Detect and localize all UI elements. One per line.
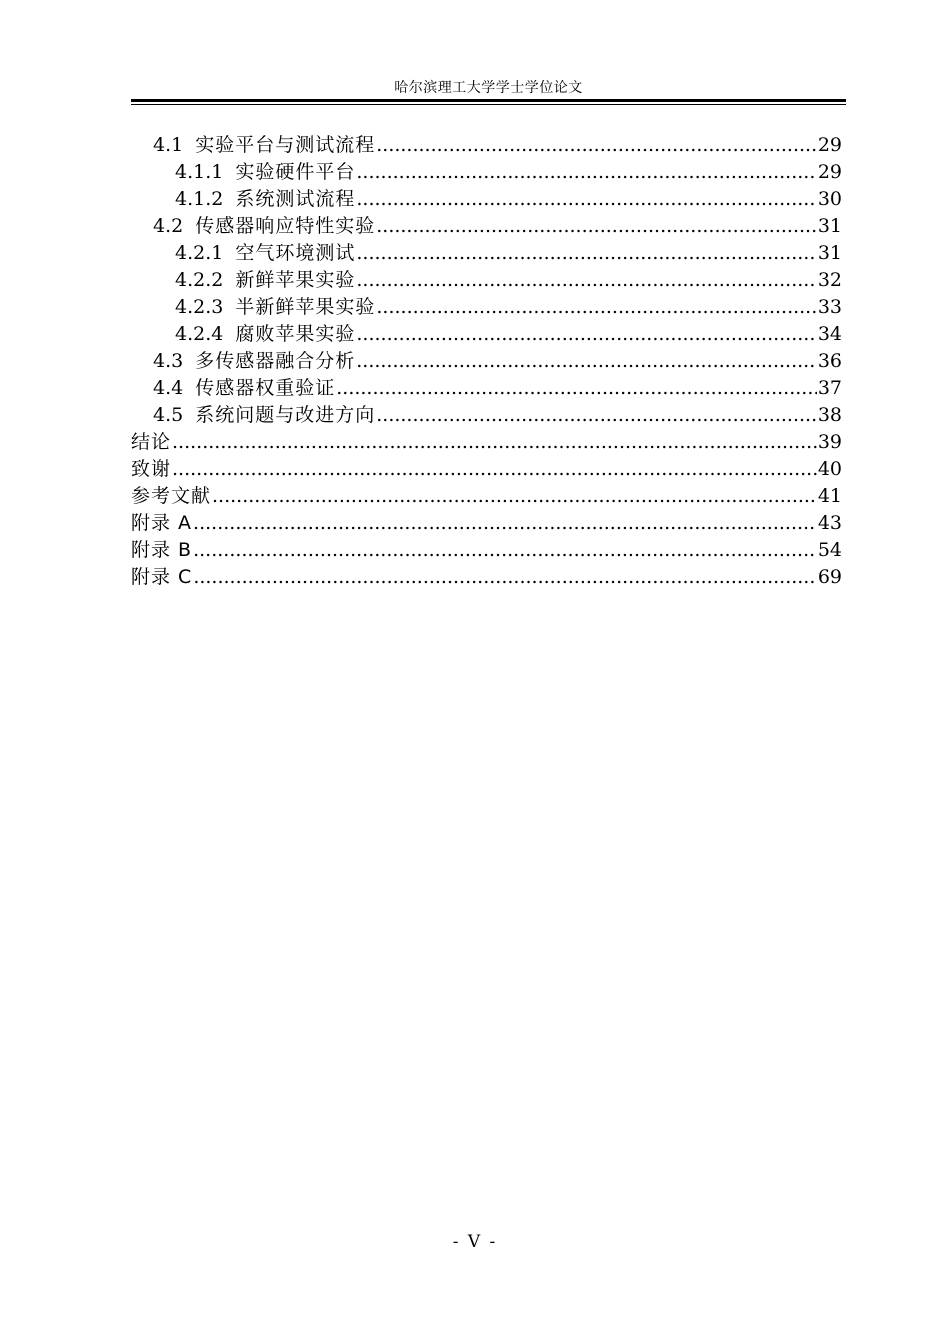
toc-entry-number: 4.1 — [153, 134, 184, 156]
toc-entry-title: 腐败苹果实验 — [235, 323, 356, 345]
header-rule-thin — [131, 104, 846, 105]
toc-entry[interactable] — [131, 402, 842, 429]
toc-entry[interactable] — [131, 510, 842, 537]
toc-entry-page: 31 — [817, 215, 842, 237]
toc-entry-page: 31 — [817, 242, 842, 264]
toc-entry-page: 37 — [817, 377, 842, 399]
toc-entry-page: 69 — [817, 566, 842, 588]
toc-entry-title: 附录 C — [131, 566, 193, 588]
toc-entry-number: 4.2.4 — [175, 323, 224, 345]
toc-dot-leader — [336, 375, 817, 402]
toc-dot-leader — [356, 240, 816, 267]
toc-entry-title: 致谢 — [131, 458, 172, 480]
toc-entry-page: 33 — [817, 296, 842, 318]
toc-entry-number: 4.1.1 — [175, 161, 224, 183]
table-of-contents — [131, 132, 842, 591]
toc-entry-page: 43 — [817, 512, 842, 534]
toc-entry-title: 实验硬件平台 — [235, 161, 356, 183]
toc-dot-leader — [376, 132, 817, 159]
toc-entry-title: 参考文献 — [131, 485, 212, 507]
toc-dot-leader — [356, 321, 816, 348]
toc-entry-title: 空气环境测试 — [235, 242, 356, 264]
toc-entry-page: 30 — [817, 188, 842, 210]
toc-dot-leader — [376, 402, 817, 429]
toc-entry-title: 传感器响应特性实验 — [195, 215, 376, 237]
page-header: 哈尔滨理工大学学士学位论文 — [394, 80, 583, 96]
toc-entry-number: 4.2 — [153, 215, 184, 237]
toc-entry-title: 附录 B — [131, 539, 193, 561]
toc-entry[interactable] — [131, 321, 842, 348]
toc-dot-leader — [172, 456, 817, 483]
toc-entry-page: 41 — [817, 485, 842, 507]
toc-entry-number: 4.3 — [153, 350, 184, 372]
toc-entry-title: 实验平台与测试流程 — [195, 134, 376, 156]
toc-entry-title: 新鲜苹果实验 — [235, 269, 356, 291]
toc-entry-page: 39 — [817, 431, 842, 453]
toc-entry-page: 29 — [817, 161, 842, 183]
toc-entry[interactable] — [131, 267, 842, 294]
toc-entry-number: 4.4 — [153, 377, 184, 399]
toc-dot-leader — [193, 564, 817, 591]
toc-entry-number: 4.1.2 — [175, 188, 224, 210]
toc-entry[interactable] — [131, 483, 842, 510]
toc-entry[interactable] — [131, 456, 842, 483]
toc-entry-page: 34 — [817, 323, 842, 345]
toc-dot-leader — [172, 429, 817, 456]
toc-entry[interactable] — [131, 564, 842, 591]
toc-entry[interactable] — [131, 159, 842, 186]
page-number: - V - — [452, 1232, 498, 1252]
toc-entry-page: 29 — [817, 134, 842, 156]
toc-entry[interactable] — [131, 240, 842, 267]
header-rule-thick — [131, 99, 846, 102]
toc-entry-title: 半新鲜苹果实验 — [235, 296, 376, 318]
toc-entry-title: 结论 — [131, 431, 172, 453]
toc-dot-leader — [193, 537, 817, 564]
toc-entry-title: 多传感器融合分析 — [195, 350, 356, 372]
toc-entry-page: 38 — [817, 404, 842, 426]
toc-entry-page: 40 — [817, 458, 842, 480]
toc-dot-leader — [356, 186, 816, 213]
toc-entry-number: 4.2.3 — [175, 296, 224, 318]
toc-dot-leader — [212, 483, 817, 510]
toc-entry-title: 传感器权重验证 — [195, 377, 336, 399]
toc-entry-number: 4.5 — [153, 404, 184, 426]
toc-entry-number: 4.2.1 — [175, 242, 224, 264]
toc-entry[interactable] — [131, 348, 842, 375]
toc-entry-title: 附录 A — [131, 512, 193, 534]
toc-entry[interactable] — [131, 132, 842, 159]
toc-entry[interactable] — [131, 537, 842, 564]
toc-entry-title: 系统测试流程 — [235, 188, 356, 210]
toc-entry[interactable] — [131, 186, 842, 213]
toc-entry-page: 32 — [817, 269, 842, 291]
toc-entry[interactable] — [131, 429, 842, 456]
toc-entry-number: 4.2.2 — [175, 269, 224, 291]
toc-dot-leader — [356, 267, 816, 294]
toc-entry-page: 36 — [817, 350, 842, 372]
toc-entry[interactable] — [131, 294, 842, 321]
toc-dot-leader — [356, 159, 816, 186]
toc-dot-leader — [356, 348, 817, 375]
toc-dot-leader — [376, 213, 817, 240]
toc-entry[interactable] — [131, 375, 842, 402]
toc-dot-leader — [193, 510, 817, 537]
toc-entry[interactable] — [131, 213, 842, 240]
toc-entry-page: 54 — [817, 539, 842, 561]
toc-entry-title: 系统问题与改进方向 — [195, 404, 376, 426]
toc-dot-leader — [376, 294, 816, 321]
